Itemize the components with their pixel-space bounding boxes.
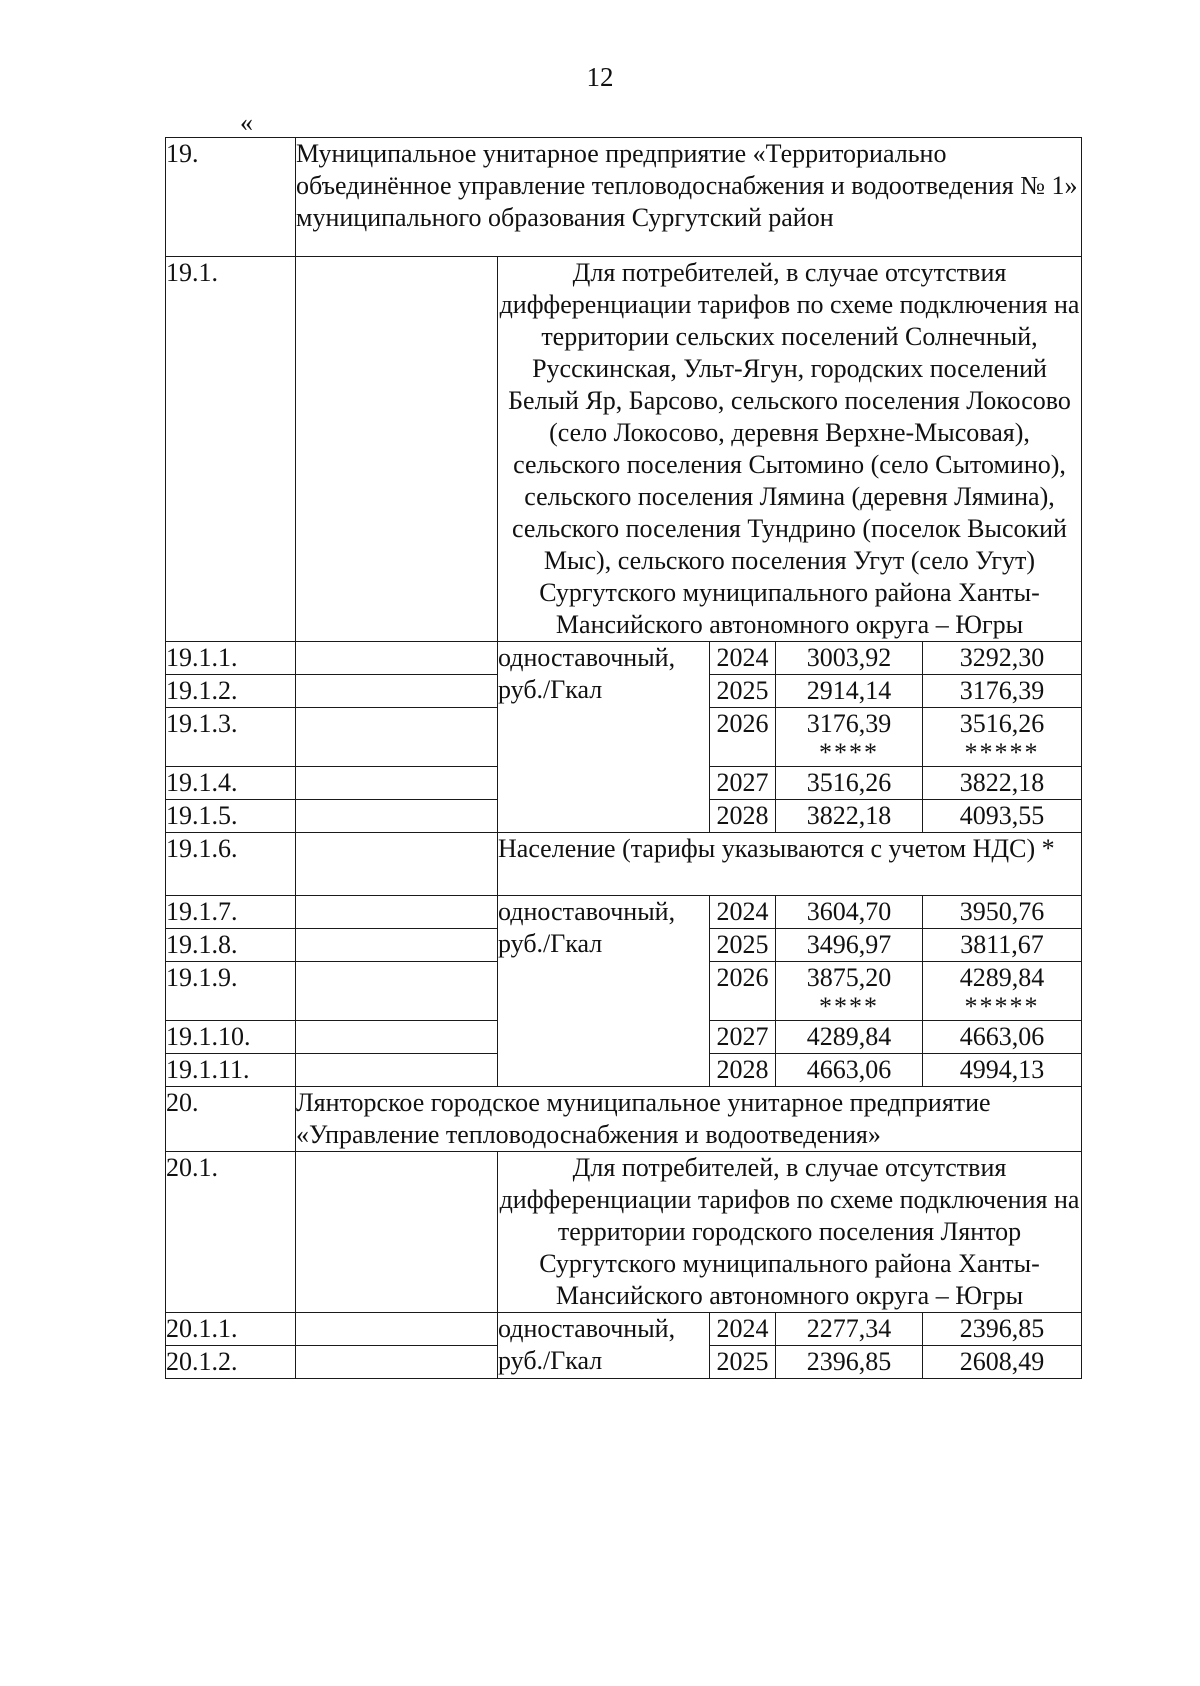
tariff-value	[776, 1021, 923, 1054]
tariff-value-text: 3604,70	[806, 897, 892, 926]
tariff-value-text: 3822,18	[959, 768, 1045, 797]
tariff-value	[923, 800, 1082, 833]
tariff-value	[776, 896, 923, 929]
organization-name: Лянторское городское муниципальное унитарное предприятие «Управление тепловодоснабжения и водоотведения»	[296, 1087, 1082, 1152]
tariff-value-text: 3516,26	[959, 709, 1045, 738]
row-number: 19.1.1.	[166, 642, 296, 675]
group-header-row	[166, 257, 1082, 642]
empty-cell	[296, 800, 498, 833]
year-cell: 2024	[710, 642, 776, 675]
tariff-value	[776, 800, 923, 833]
tariff-value-text: 3516,26	[806, 768, 892, 797]
tariff-value-text: 3176,39	[806, 709, 892, 738]
tariff-value	[776, 1346, 923, 1379]
row-number: 19.1.2.	[166, 675, 296, 708]
tariff-value	[776, 1054, 923, 1087]
table-row	[166, 642, 1082, 675]
footnote-marker: *****	[964, 992, 1040, 1021]
tariff-value-text: 3822,18	[806, 801, 892, 830]
tariff-value-text: 3292,30	[959, 643, 1045, 672]
tariff-value-text: 3003,92	[806, 643, 892, 672]
tariff-value-text: 3950,76	[959, 897, 1045, 926]
tariff-value	[923, 708, 1082, 767]
tariff-value-text: 4093,55	[959, 801, 1045, 830]
group-number: 20.1.	[166, 1152, 296, 1313]
tariff-value	[776, 675, 923, 708]
year-cell: 2025	[710, 929, 776, 962]
row-number: 19.1.8.	[166, 929, 296, 962]
year-cell: 2024	[710, 896, 776, 929]
consumer-description: Для потребителей, в случае отсутствия дифференциации тарифов по схеме подключения на территории городского поселения Лянтор Сургутского муниципального района Ханты-Мансийского автономного округа – Югры	[498, 1152, 1082, 1313]
group-number: 19.1.	[166, 257, 296, 642]
tariff-value	[776, 1313, 923, 1346]
section-number: 20.	[166, 1087, 296, 1152]
rate-type-label: одноставочный, руб./Гкал	[498, 642, 710, 833]
tariff-value	[923, 929, 1082, 962]
row-number: 20.1.2.	[166, 1346, 296, 1379]
empty-cell	[296, 962, 498, 1021]
section-header-row	[166, 138, 1082, 257]
row-number: 19.1.3.	[166, 708, 296, 767]
section-number: 19.	[166, 138, 296, 257]
tariff-value	[923, 1054, 1082, 1087]
rate-type-label: одноставочный, руб./Гкал	[498, 896, 710, 1087]
tariff-value-text: 4663,06	[806, 1055, 892, 1084]
tariff-value	[923, 962, 1082, 1021]
tariff-value-text: 4994,13	[959, 1055, 1045, 1084]
year-cell: 2028	[710, 1054, 776, 1087]
empty-cell	[296, 1054, 498, 1087]
tariff-value	[923, 1346, 1082, 1379]
tariff-value	[923, 896, 1082, 929]
empty-cell	[296, 1346, 498, 1379]
tariff-value-text: 2914,14	[806, 676, 892, 705]
tariff-value	[923, 1313, 1082, 1346]
row-number: 19.1.9.	[166, 962, 296, 1021]
year-cell: 2025	[710, 675, 776, 708]
tariff-value-text: 2608,49	[959, 1347, 1045, 1376]
row-number: 19.1.4.	[166, 767, 296, 800]
tariff-value-text: 3811,67	[960, 930, 1044, 959]
tariff-value	[776, 642, 923, 675]
tariff-value	[776, 708, 923, 767]
population-label: Население (тарифы указываются с учетом НДС) *	[498, 833, 1082, 896]
empty-cell	[296, 257, 498, 642]
opening-quote: «	[240, 108, 253, 137]
organization-name: Муниципальное унитарное предприятие «Территориально объединённое управление тепловодоснабжения и водоотведения № 1» муниципального образования Сургутский район	[296, 138, 1082, 257]
year-cell: 2024	[710, 1313, 776, 1346]
page-number: 12	[586, 62, 614, 92]
tariff-value-text: 3875,20	[806, 963, 892, 992]
row-number: 19.1.11.	[166, 1054, 296, 1087]
row-number: 19.1.7.	[166, 896, 296, 929]
year-cell: 2026	[710, 708, 776, 767]
empty-cell	[296, 929, 498, 962]
footnote-marker: *****	[964, 738, 1040, 767]
empty-cell	[296, 1021, 498, 1054]
year-cell: 2027	[710, 1021, 776, 1054]
tariff-value-text: 4289,84	[959, 963, 1045, 992]
empty-cell	[296, 1152, 498, 1313]
empty-cell	[296, 675, 498, 708]
row-number: 19.1.5.	[166, 800, 296, 833]
empty-cell	[296, 708, 498, 767]
tariff-value-text: 4663,06	[959, 1022, 1045, 1051]
row-number: 20.1.1.	[166, 1313, 296, 1346]
year-cell: 2025	[710, 1346, 776, 1379]
empty-cell	[296, 767, 498, 800]
tariff-value-text: 2396,85	[959, 1314, 1045, 1343]
empty-cell	[296, 833, 498, 896]
year-cell: 2028	[710, 800, 776, 833]
empty-cell	[296, 896, 498, 929]
tariff-value-text: 2277,34	[806, 1314, 892, 1343]
tariff-value	[776, 929, 923, 962]
table-row	[166, 1313, 1082, 1346]
population-header-row	[166, 833, 1082, 896]
row-number: 19.1.10.	[166, 1021, 296, 1054]
footnote-marker: ****	[819, 738, 879, 767]
empty-cell	[296, 1313, 498, 1346]
tariff-value-text: 3176,39	[959, 676, 1045, 705]
year-cell: 2027	[710, 767, 776, 800]
tariff-value	[923, 1021, 1082, 1054]
rate-type-label: одноставочный, руб./Гкал	[498, 1313, 710, 1379]
tariff-value-text: 2396,85	[806, 1347, 892, 1376]
footnote-marker: ****	[819, 992, 879, 1021]
table-row	[166, 896, 1082, 929]
tariff-value	[923, 767, 1082, 800]
tariff-value	[923, 642, 1082, 675]
section-header-row	[166, 1087, 1082, 1152]
population-number: 19.1.6.	[166, 833, 296, 896]
tariff-value	[776, 767, 923, 800]
tariff-table	[165, 137, 1082, 1379]
empty-cell	[296, 642, 498, 675]
tariff-table-body	[166, 138, 1082, 1379]
tariff-value	[776, 962, 923, 1021]
group-header-row	[166, 1152, 1082, 1313]
consumer-description: Для потребителей, в случае отсутствия дифференциации тарифов по схеме подключения на территории сельских поселений Солнечный, Русскинская, Ульт-Ягун, городских поселений Белый Яр, Барсово, сельского поселения Локосово (село Локосово, деревня Верхне-Мысовая), сельского поселения Сытомино (село Сытомино), сельского поселения Лямина (деревня Лямина), сельского поселения Тундрино (поселок Высокий Мыс), сельского поселения Угут (село Угут) Сургутского муниципального района Ханты-Мансийского автономного округа – Югры	[498, 257, 1082, 642]
year-cell: 2026	[710, 962, 776, 1021]
tariff-value	[923, 675, 1082, 708]
tariff-value-text: 3496,97	[806, 930, 892, 959]
tariff-value-text: 4289,84	[806, 1022, 892, 1051]
